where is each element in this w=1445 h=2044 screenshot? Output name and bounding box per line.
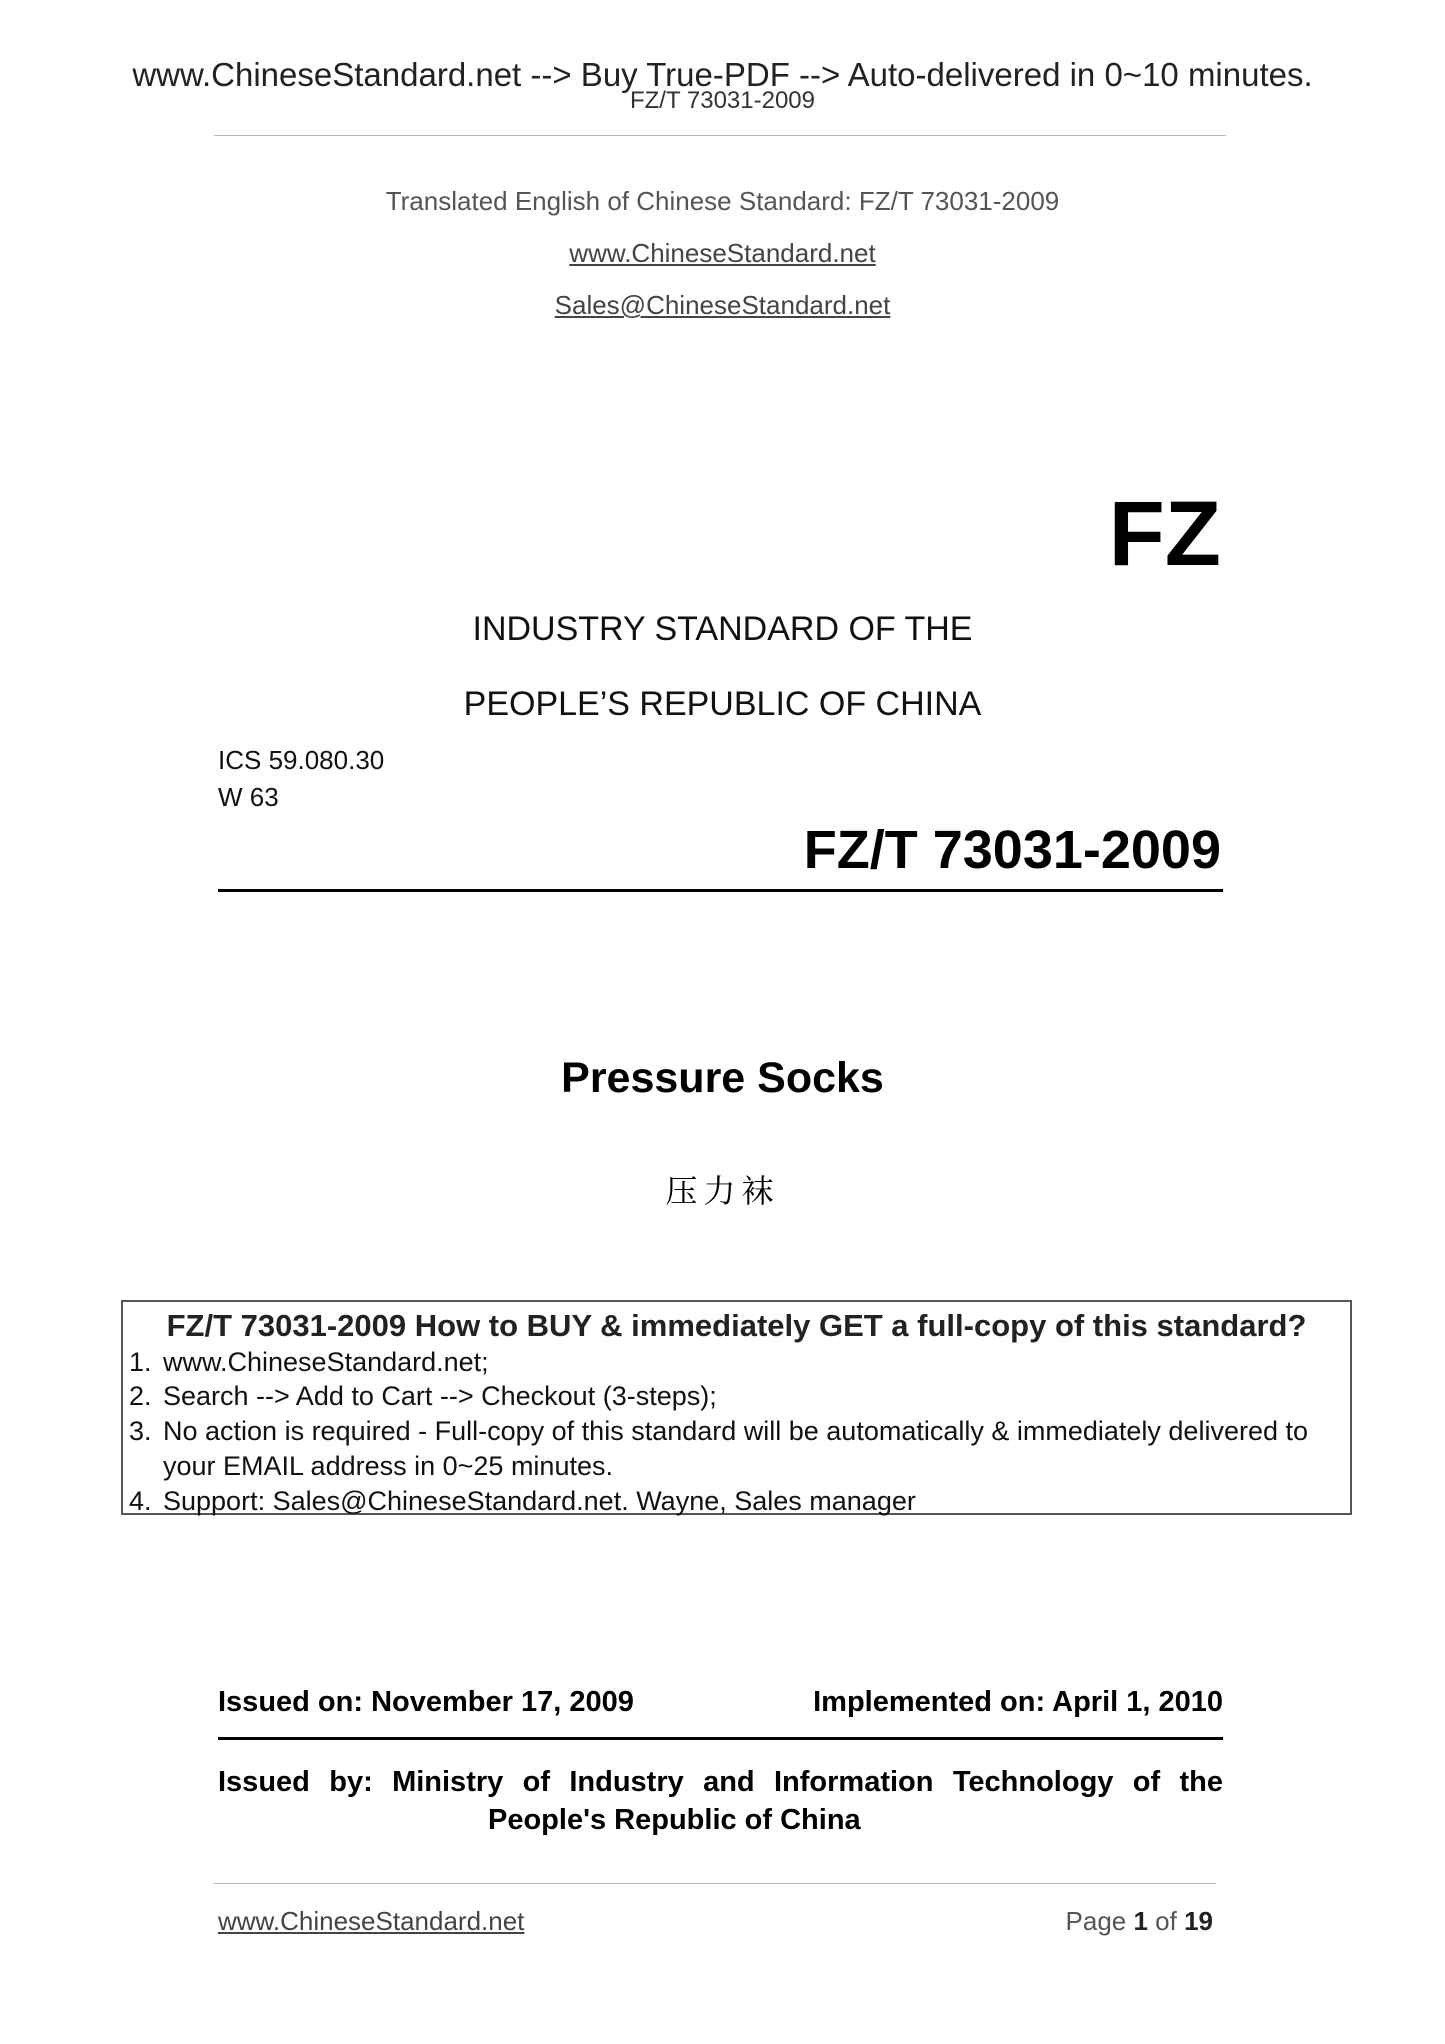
header-doc-code: FZ/T 73031-2009 (629, 87, 815, 114)
header-banner: www.ChineseStandard.net --> Buy True-PDF --> Auto-delivered in 0~10 minutes. (132, 56, 1313, 93)
purchase-box-title: FZ/T 73031-2009 How to BUY & immediately GET a full-copy of this standard? (166, 1308, 1307, 1343)
document-title-chinese: 压力袜 (665, 1172, 780, 1210)
translation-website-link[interactable]: www.ChineseStandard.net (569, 238, 876, 268)
ics-code: ICS 59.080.30 (218, 745, 385, 775)
page-prefix: Page (1065, 1906, 1134, 1936)
footer-divider (214, 1883, 1216, 1884)
translation-email-link[interactable]: Sales@ChineseStandard.net (554, 290, 891, 320)
step-text[interactable]: www.ChineseStandard.net; (163, 1346, 489, 1377)
purchase-step (129, 1379, 1344, 1414)
step-number: 2. (129, 1381, 152, 1412)
page-of: of (1147, 1906, 1185, 1936)
page-total: 19 (1184, 1906, 1213, 1936)
implemented-on: Implemented on: April 1, 2010 (813, 1686, 1223, 1718)
standard-number: FZ/T 73031-2009 (803, 820, 1221, 880)
issue-divider (218, 1737, 1223, 1740)
step-number: 3. (129, 1416, 152, 1447)
step-number: 1. (129, 1346, 152, 1377)
footer-website-link[interactable]: www.ChineseStandard.net (218, 1906, 525, 1936)
standard-title-line2: PEOPLE’S REPUBLIC OF CHINA (463, 685, 982, 723)
purchase-info-box (121, 1300, 1352, 1515)
standard-title-line1: INDUSTRY STANDARD OF THE (472, 610, 973, 648)
translation-label: Translated English of Chinese Standard: FZ/T 73031-2009 (385, 186, 1060, 216)
header-divider (214, 135, 1226, 136)
step-text: Search --> Add to Cart --> Checkout (3-steps); (163, 1381, 717, 1412)
step-number: 4. (129, 1485, 152, 1516)
issued-by (218, 1764, 1223, 1839)
purchase-step (129, 1414, 1344, 1449)
step-text: Support: Sales@ChineseStandard.net. Wayne, Sales manager (163, 1485, 916, 1516)
issued-by-line1: Issued by: Ministry of Industry and Information Technology of the (218, 1766, 1223, 1798)
page-current: 1 (1133, 1906, 1148, 1936)
document-title: Pressure Socks (561, 1054, 884, 1102)
standard-logo: FZ (1108, 483, 1221, 585)
purchase-step (129, 1484, 1344, 1519)
category-code: W 63 (218, 782, 279, 812)
step-text: No action is required - Full-copy of this standard will be automatically & immediately delivered to (163, 1416, 1309, 1447)
page-number (1066, 1908, 1213, 1934)
title-divider (218, 889, 1223, 892)
issued-by-line2: People's Republic of China (488, 1803, 861, 1836)
step-text-continued: your EMAIL address in 0~25 minutes. (163, 1451, 613, 1482)
purchase-step (129, 1345, 1344, 1380)
issued-on: Issued on: November 17, 2009 (218, 1686, 634, 1718)
